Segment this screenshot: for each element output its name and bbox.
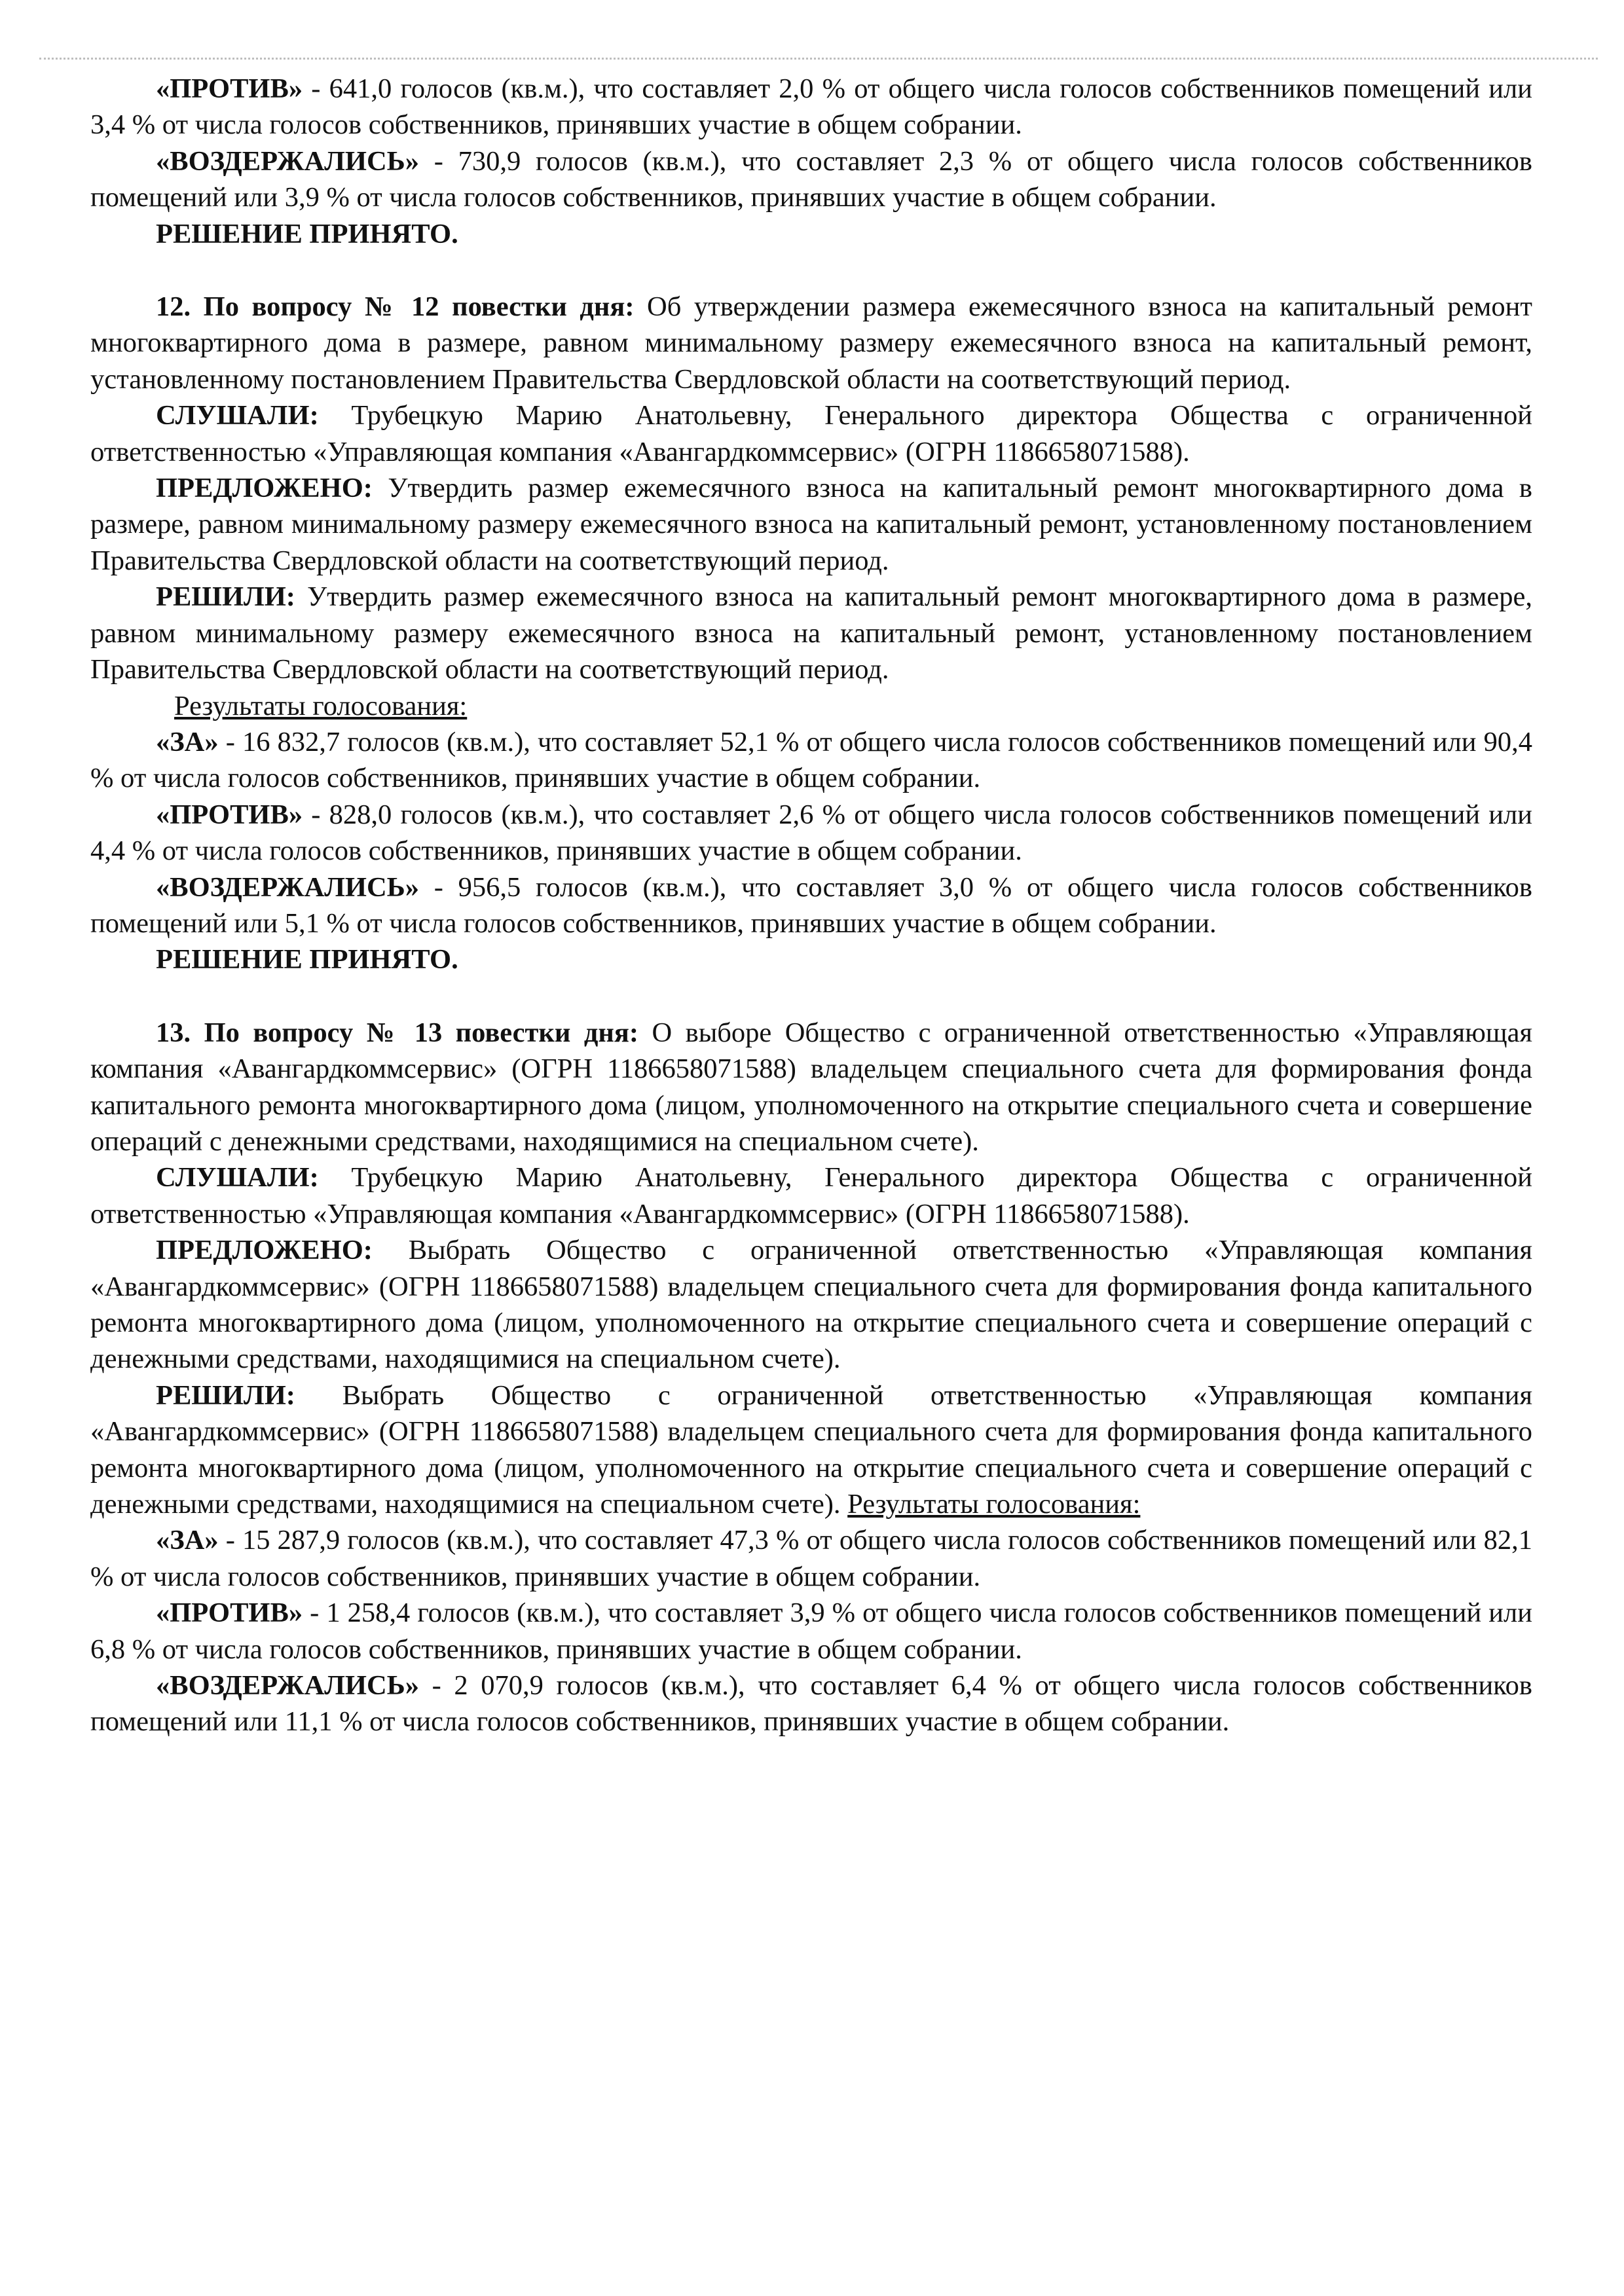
vote-text: - 828,0 голосов (кв.м.), что составляет 2,6 % от общего числа голосов собственников помещений или 4,4 % от числа голосов собственников, принявших участие в общем собрании. <box>90 799 1532 867</box>
vote-label: «ПРОТИВ» <box>156 73 303 104</box>
proposed-paragraph <box>90 1232 1532 1377</box>
decided-label: РЕШИЛИ: <box>156 1379 295 1411</box>
scan-artifact-line <box>39 58 1598 60</box>
question-12-paragraph <box>90 289 1532 397</box>
vote-text: - 641,0 голосов (кв.м.), что составляет 2,0 % от общего числа голосов собственников помещений или 3,4 % от числа голосов собственников, принявших участие в общем собрании. <box>90 73 1532 141</box>
voting-results-heading <box>90 688 1532 724</box>
decided-text: Выбрать Общество с ограниченной ответственностью «Управляющая компания «Авангардкоммсервис» (ОГРН 1186658071588) владельцем специального счета для формирования фонда капитального ремонта многоквартирного дома (лицом, уполномоченного на открытие специального счета и совершение операций с денежными средствами, находящимися на специальном счете). <box>90 1379 1532 1520</box>
question-13-paragraph <box>90 1015 1532 1160</box>
vote-label: «ПРОТИВ» <box>156 799 303 830</box>
vote-text: - 1 258,4 голосов (кв.м.), что составляет 3,9 % от общего числа голосов собственников помещений или 6,8 % от числа голосов собственников, принявших участие в общем собрании. <box>90 1597 1532 1665</box>
proposed-label: ПРЕДЛОЖЕНО: <box>156 473 373 504</box>
vote-against-paragraph <box>90 71 1532 143</box>
vote-abstain-paragraph <box>90 143 1532 216</box>
proposed-label: ПРЕДЛОЖЕНО: <box>156 1235 373 1266</box>
decided-label: РЕШИЛИ: <box>156 581 295 613</box>
vote-for-paragraph <box>90 724 1532 797</box>
vote-abstain-paragraph <box>90 1667 1532 1740</box>
vote-against-paragraph <box>90 1595 1532 1667</box>
vote-label: «ЗА» <box>156 1525 219 1556</box>
vote-label: «ЗА» <box>156 726 219 757</box>
heard-paragraph <box>90 397 1532 470</box>
vote-against-paragraph <box>90 797 1532 869</box>
question-text: О выборе Общество с ограниченной ответственностью «Управляющая компания «Авангардкоммсервис» (ОГРН 1186658071588) владельцем специального счета для формирования фонда капитального ремонта многоквартирного дома (лицом, уполномоченного на открытие специального счета и совершение операций с денежными средствами, находящимися на специальном счете). <box>90 1017 1533 1157</box>
vote-abstain-paragraph <box>90 869 1532 942</box>
question-heading: 12. По вопросу № 12 повестки дня: <box>156 291 635 323</box>
decision-accepted: РЕШЕНИЕ ПРИНЯТО. <box>156 218 458 249</box>
heard-text: Трубецкую Марию Анатольевну, Генерального директора Общества с ограниченной ответственностью «Управляющая компания «Авангардкоммсервис» (ОГРН 1186658071588). <box>90 400 1532 467</box>
vote-text: - 730,9 голосов (кв.м.), что составляет 2,3 % от общего числа голосов собственников помещений или 3,9 % от числа голосов собственников, принявших участие в общем собрании. <box>90 145 1532 213</box>
vote-text: - 956,5 голосов (кв.м.), что составляет 3,0 % от общего числа голосов собственников помещений или 5,1 % от числа голосов собственников, принявших участие в общем собрании. <box>90 871 1532 939</box>
vote-text: - 16 832,7 голосов (кв.м.), что составляет 52,1 % от общего числа голосов собственников помещений или 90,4 % от числа голосов собственников, принявших участие в общем собрании. <box>90 726 1532 794</box>
heard-label: СЛУШАЛИ: <box>156 400 319 431</box>
question-heading: 13. По вопросу № 13 повестки дня: <box>156 1017 638 1048</box>
section-gap <box>90 252 1532 289</box>
results-heading-text: Результаты голосования: <box>174 690 468 721</box>
proposed-text: Выбрать Общество с ограниченной ответственностью «Управляющая компания «Авангардкоммсервис» (ОГРН 1186658071588) владельцем специального счета для формирования фонда капитального ремонта многоквартирного дома (лицом, уполномоченного на открытие специального счета и совершение операций с денежными средствами, находящимися на специальном счете). <box>90 1235 1532 1375</box>
decided-text: Утвердить размер ежемесячного взноса на капитальный ремонт многоквартирного дома в размере, равном минимальному размеру ежемесячного взноса на капитальный ремонт, установленному постановлением Правительства Свердловской области на соответствующий период. <box>90 581 1532 685</box>
vote-label: «ВОЗДЕРЖАЛИСЬ» <box>156 145 420 177</box>
section-gap <box>90 978 1532 1015</box>
decided-paragraph <box>90 579 1532 687</box>
decision-accepted: РЕШЕНИЕ ПРИНЯТО. <box>156 944 458 975</box>
proposed-text: Утвердить размер ежемесячного взноса на капитальный ремонт многоквартирного дома в размере, равном минимальному размеру ежемесячного взноса на капитальный ремонт, установленному постановлением Правительства Свердловской области на соответствующий период. <box>90 473 1532 576</box>
vote-label: «ВОЗДЕРЖАЛИСЬ» <box>156 1670 420 1702</box>
proposed-paragraph <box>90 470 1532 579</box>
decided-paragraph <box>90 1377 1532 1523</box>
vote-label: «ПРОТИВ» <box>156 1597 303 1629</box>
heard-label: СЛУШАЛИ: <box>156 1162 319 1194</box>
question-text: Об утверждении размера ежемесячного взноса на капитальный ремонт многоквартирного дома в размере, равном минимальному размеру ежемесячного взноса на капитальный ремонт, установленному постановлением Правительства Свердловской области на соответствующий период. <box>90 291 1532 395</box>
results-heading-text: Результаты голосования: <box>847 1489 1141 1520</box>
vote-text: - 15 287,9 голосов (кв.м.), что составляет 47,3 % от общего числа голосов собственников помещений или 82,1 % от числа голосов собственников, принявших участие в общем собрании. <box>90 1525 1532 1592</box>
heard-paragraph <box>90 1159 1532 1232</box>
vote-label: «ВОЗДЕРЖАЛИСЬ» <box>156 871 420 903</box>
vote-for-paragraph <box>90 1522 1532 1595</box>
heard-text: Трубецкую Марию Анатольевну, Генерального директора Общества с ограниченной ответственностью «Управляющая компания «Авангардкоммсервис» (ОГРН 1186658071588). <box>90 1162 1532 1230</box>
vote-text: - 2 070,9 голосов (кв.м.), что составляет 6,4 % от общего числа голосов собственников помещений или 11,1 % от числа голосов собственников, принявших участие в общем собрании. <box>90 1670 1532 1738</box>
